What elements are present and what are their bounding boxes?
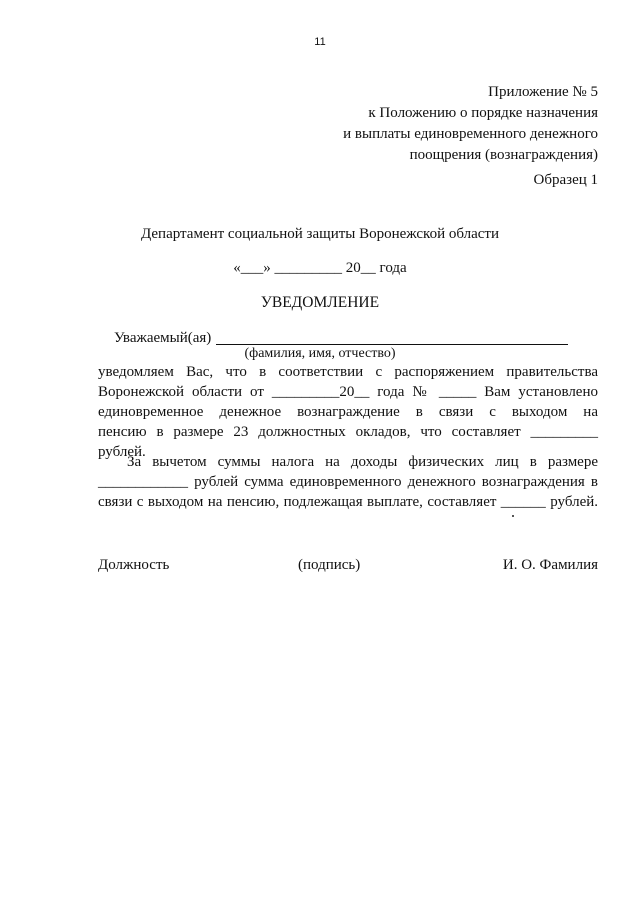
page-number: 11 [314, 36, 326, 48]
appendix-line-3: и выплаты единовременного денежного [343, 126, 598, 142]
appendix-line-4: поощрения (вознаграждения) [409, 147, 598, 163]
signature-position: Должность [98, 557, 170, 573]
appendix-line-2: к Положению о порядке назначения [368, 105, 598, 121]
date-line: «___» _________ 20__ года [233, 260, 407, 276]
document-title: УВЕДОМЛЕНИЕ [260, 294, 380, 311]
appendix-header [343, 82, 598, 166]
fio-caption: (фамилия, имя, отчество) [244, 346, 396, 361]
paragraph2-line: ____________ рублей сумма единовременного денежного вознаграждения в [98, 474, 598, 490]
greeting: Уважаемый(ая) [114, 330, 212, 346]
paragraph1-line: единовременное денежное вознаграждение в связи с выходом на [98, 404, 598, 420]
fio-blank-line [216, 344, 568, 345]
department-name: Департамент социальной защиты Воронежской области [140, 226, 499, 242]
sample-label: Образец 1 [533, 172, 598, 188]
paragraph1-line: рублей. [98, 444, 146, 460]
paragraph2-line: За вычетом суммы налога на доходы физических лиц в размере [127, 454, 598, 470]
paragraph1-line: пенсию в размере 23 должностных окладов, что составляет _________ [98, 424, 598, 440]
signature-name: И. О. Фамилия [502, 557, 598, 573]
signature-placeholder: (подпись) [298, 557, 361, 573]
scan-speck [512, 515, 514, 517]
paragraph2-line: связи с выходом на пенсию, подлежащая выплате, составляет ______ рублей. [98, 494, 598, 510]
paragraph1-line: Воронежской области от _________20__ года № _____ Вам установлено [98, 384, 598, 400]
appendix-line-1: Приложение № 5 [488, 84, 598, 100]
paragraph1-line: уведомляем Вас, что в соответствии с распоряжением правительства [98, 364, 598, 380]
